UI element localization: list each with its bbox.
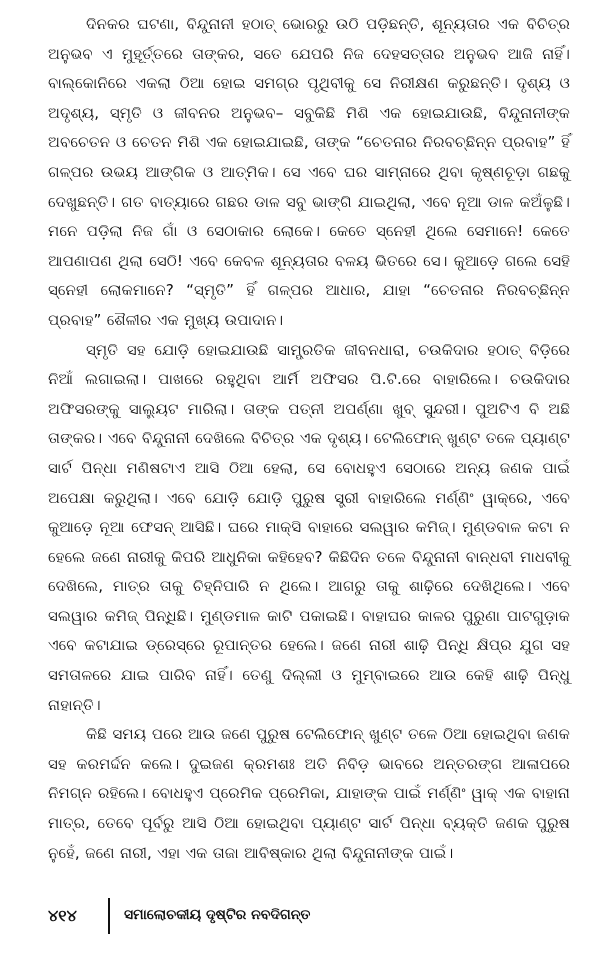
running-title: ସମାଲୋଚକୀୟ ଦୃଷ୍ଟିର ନବଦିଗନ୍ତ bbox=[124, 907, 311, 923]
paragraph-2: ସ୍ମୃତି ସହ ଯୋଡ଼ି ହୋଇଯାଉଛି ସାମ୍ପ୍ରତିକ ଜୀବନଧାରା, ଚଉକିଦାର ହଠାତ୍ ବିଡ଼ିରେ ନିଆଁ ଲଗାଇଲା। ପାଖରେ ରହୁଥିବା ଆର୍ମି ଅଫିସର ପି.ଟି.ରେ ବାହାରିଲେ। ଚଉକିଦାର ଅଫିସରଙ୍କୁ ସାଲ୍ୟୁଟ ମାରିଲା। ତାଙ୍କ ପତ୍ନୀ ଅପର୍ଣ୍ଣା ଖୁବ୍ ସୁନ୍ଦରୀ। ପୁଅଟିଏ ବି ଅଛି ତାଙ୍କର। ଏବେ ବିନ୍ଦୁନାନୀ ଦେଖିଲେ ବିଚିତ୍ର ଏକ ଦୃଶ୍ୟ। ଟେଲିଫୋନ୍ ଖୁଣ୍ଟ ତଳେ ପ୍ୟାଣ୍ଟ ସାର୍ଟ ପିନ୍ଧା ମଣିଷଟାଏ ଆସି ଠିଆ ହେଲା, ସେ ବୋଧହୁଏ ସେଠାରେ ଅନ୍ୟ ଜଣକ ପାଇଁ ଅପେକ୍ଷା କରୁଥିଲା। ଏବେ ଯୋଡ଼ି ଯୋଡ଼ି ପୁରୁଷ ସ୍ତ୍ରୀ ବାହାରିଲେ ମର୍ଣ୍ଣିଂ ୱାକ୍‌ରେ, ଏବେ କୁଆଡ଼େ ନୂଆ ଫେସନ୍ ଆସିଛି। ଘରେ ମାକ୍ସି ବାହାରେ ସଲୱାର କମିଜ୍। ମୁଣ୍ଡବାଳ କଟା ନ ହେଲେ ଜଣେ ନାରୀକୁ କିପରି ଆଧୁନିକା କହିହେବ? କିଛିଦିନ ତଳେ ବିନ୍ଦୁନାନୀ ବାନ୍ଧବୀ ମାଧବୀକୁ ଦେଖିଲେ, ମାତ୍ର ତାକୁ ଚିହ୍ନିପାରି ନ ଥିଲେ। ଆଗରୁ ତାକୁ ଶାଢ଼ିରେ ଦେଖିଥିଲେ। ଏବେ ସଲୱାର କମିଜ୍ ପିନ୍ଧିଛି। ମୁଣ୍ଡମାଳ କାଟି ପକାଇଛି। ବାହାଘର କାଳର ପୁରୁଣା ପାଟଗୁଡ଼ାକ ଏବେ କଟାଯାଇ ଡ୍ରେସ୍‌ରେ ରୂପାନ୍ତର ହେଲେ। ଜଣେ ନାରୀ ଶାଢ଼ି ପିନ୍ଧି କ୍ଷିପ୍ର ଯୁଗ ସହ ସମତାଳରେ ଯାଇ ପାରିବ ନାହିଁ। ତେଣୁ ଦିଲ୍ଲୀ ଓ ମୁମ୍ବାଇରେ ଆଉ କେହି ଶାଢ଼ି ପିନ୍ଧୁ ନାହାନ୍ତି। bbox=[48, 340, 570, 714]
paragraph-3: କିଛି ସମୟ ପରେ ଆଉ ଜଣେ ପୁରୁଷ ଟେଲିଫୋନ୍ ଖୁଣ୍ଟ ତଳେ ଠିଆ ହୋଇଥିବା ଜଣକ ସହ କରମର୍ଦ୍ଦନ କଲେ। ଦୁଇଜଣ କ୍ରମଶଃ ଅତି ନିବିଡ଼ ଭାବରେ ଅନ୍ତରଙ୍ଗ ଆଳାପରେ ନିମଗ୍ନ ରହିଲେ। ବୋଧହୁଏ ପ୍ରେମିକ ପ୍ରେମିକା, ଯାହାଙ୍କ ପାଇଁ ମର୍ଣ୍ଣିଂ ୱାକ୍ ଏକ ବାହାନା ମାତ୍ର, ତେବେ ପୂର୍ବରୁ ଆସି ଠିଆ ହୋଇଥିବା ପ୍ୟାଣ୍ଟ ସାର୍ଟ ପିନ୍ଧା ବ୍ୟକ୍ତି ଜଣକ ପୁରୁଷ ନୁହେଁ, ଜଣେ ନାରୀ, ଏହା ଏକ ତାଜା ଆବିଷ୍କାର ଥିଲା ବିନ୍ଦୁନାନୀଙ୍କ ପାଇଁ। bbox=[48, 725, 570, 862]
footer-divider bbox=[108, 898, 110, 934]
page-number: ୪୧୪ bbox=[48, 906, 77, 925]
page-footer bbox=[48, 896, 528, 936]
body-text bbox=[48, 10, 570, 868]
paragraph-1: ଦିନକର ଘଟଣା, ବିନ୍ଦୁନାନୀ ହଠାତ୍ ଭୋରରୁ ଉଠି ପଡ଼ିଛନ୍ତି, ଶୂନ୍ୟତାର ଏକ ବିଚିତ୍ର ଅନୁଭବ ଏ ମୁହୂର୍ତ୍ତରେ ତାଙ୍କର, ସତେ ଯେପରି ନିଜ ଦେହସତ୍ତାର ଅନୁଭବ ଆଜି ନାହିଁ। ବାଲ୍‌କୋନିରେ ଏକଲା ଠିଆ ହୋଇ ସମଗ୍ର ପୃଥିବୀକୁ ସେ ନିରୀକ୍ଷଣ କରୁଛନ୍ତି। ଦୃଶ୍ୟ ଓ ଅଦୃଶ୍ୟ, ସ୍ମୃତି ଓ ଜୀବନର ଅନୁଭବ– ସବୁକିଛି ମିଶି ଏକ ହୋଇଯାଉଛି, ବିନ୍ଦୁନାନୀଙ୍କ ଅବଚେତନ ଓ ଚେତନ ମିଶି ଏକ ହୋଇଯାଇଛି, ତାଙ୍କ “ଚେତନାର ନିରବଚ୍ଛିନ୍ନ ପ୍ରବାହ” ହିଁ ଗଳ୍ପର ଉଭୟ ଆଙ୍ଗିକ ଓ ଆତ୍ମିକ। ସେ ଏବେ ଘର ସାମ୍ନାରେ ଥିବା କୃଷ୍ଣଚୂଡ଼ା ଗଛକୁ ଦେଖୁଛନ୍ତି। ଗତ ବାତ୍ୟାରେ ଗଛର ଡାଳ ସବୁ ଭାଙ୍ଗି ଯାଇଥିଲା, ଏବେ ନୂଆ ଡାଳ କଅଁଳୁଛି। ମନେ ପଡ଼ିଲା ନିଜ ଗାଁ ଓ ସେଠାକାର ଲୋକେ। କେତେ ସ୍ନେହୀ ଥିଲେ ସେମାନେ! କେତେ ଆପଣାପଣ ଥିଲା ସେଠି! ଏବେ କେବଳ ଶୂନ୍ୟତାର ବଳୟ ଭିତରେ ସେ। କୁଆଡ଼େ ଗଲେ ସେହି ସ୍ନେହୀ ଲୋକମାନେ? “ସ୍ମୃତି” ହିଁ ଗଳ୍ପର ଆଧାର, ଯାହା “ଚେତନାର ନିରବଚ୍ଛିନ୍ନ ପ୍ରବାହ” ଶୈଳୀର ଏକ ମୁଖ୍ୟ ଉପାଦାନ। bbox=[48, 15, 570, 329]
